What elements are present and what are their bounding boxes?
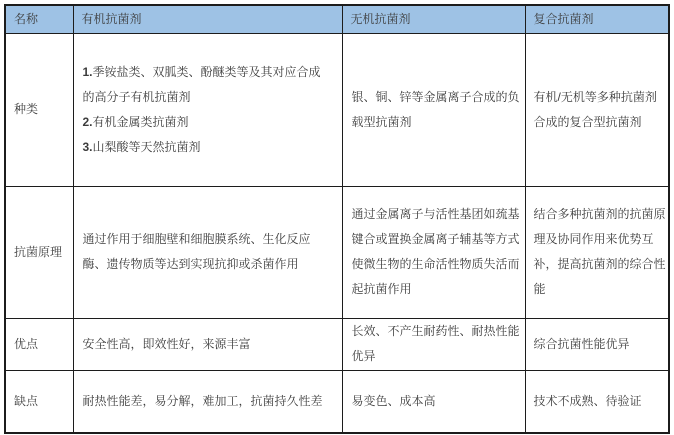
table-row-pros xyxy=(5,318,669,370)
antibacterial-comparison-table xyxy=(4,4,670,434)
header-cell-inorganic: 无机抗菌剂 xyxy=(342,5,525,33)
header-cell-composite: 复合抗菌剂 xyxy=(525,5,669,33)
list-item-number: 3. xyxy=(82,139,93,154)
cell-cons-organic: 耐热性能差，易分解，难加工，抗菌持久性差 xyxy=(73,370,342,433)
row-label-cons: 缺点 xyxy=(5,370,73,433)
list-item xyxy=(83,110,333,135)
cell-kinds-composite: 有机/无机等多种抗菌剂合成的复合型抗菌剂 xyxy=(525,33,669,186)
list-item-number: 2. xyxy=(82,114,93,129)
list-item xyxy=(83,135,333,160)
row-label-principle: 抗菌原理 xyxy=(5,186,73,318)
list-item xyxy=(83,60,333,110)
table-row-principle xyxy=(5,186,669,318)
cell-pros-composite: 综合抗菌性能优异 xyxy=(525,318,669,370)
list-item-text: 季铵盐类、双胍类、酚醚类等及其对应合成的高分子有机抗菌剂 xyxy=(82,64,321,104)
list-item-number: 1. xyxy=(82,64,93,79)
cell-pros-inorganic: 长效、不产生耐药性、耐热性能优异 xyxy=(342,318,525,370)
cell-cons-composite: 技术不成熟、待验证 xyxy=(525,370,669,433)
row-label-pros: 优点 xyxy=(5,318,73,370)
cell-principle-organic: 通过作用于细胞壁和细胞膜系统、生化反应酶、遗传物质等达到实现抗抑或杀菌作用 xyxy=(73,186,342,318)
cell-cons-inorganic: 易变色、成本高 xyxy=(342,370,525,433)
table-row-kinds xyxy=(5,33,669,186)
cell-kinds-inorganic: 银、铜、锌等金属离子合成的负载型抗菌剂 xyxy=(342,33,525,186)
table-row-cons xyxy=(5,370,669,433)
header-row xyxy=(5,5,669,33)
cell-pros-organic: 安全性高，即效性好，来源丰富 xyxy=(73,318,342,370)
header-cell-organic: 有机抗菌剂 xyxy=(73,5,342,33)
cell-principle-inorganic: 通过金属离子与活性基团如巯基键合或置换金属离子辅基等方式使微生物的生命活性物质失活而起抗菌作用 xyxy=(342,186,525,318)
header-cell-name: 名称 xyxy=(5,5,73,33)
cell-principle-composite: 结合多种抗菌剂的抗菌原理及协同作用来优势互补，提高抗菌剂的综合性能 xyxy=(525,186,669,318)
cell-kinds-organic xyxy=(73,33,342,186)
list-item-text: 有机金属类抗菌剂 xyxy=(92,114,189,129)
row-label-kinds: 种类 xyxy=(5,33,73,186)
list-item-text: 山梨酸等天然抗菌剂 xyxy=(92,139,201,154)
